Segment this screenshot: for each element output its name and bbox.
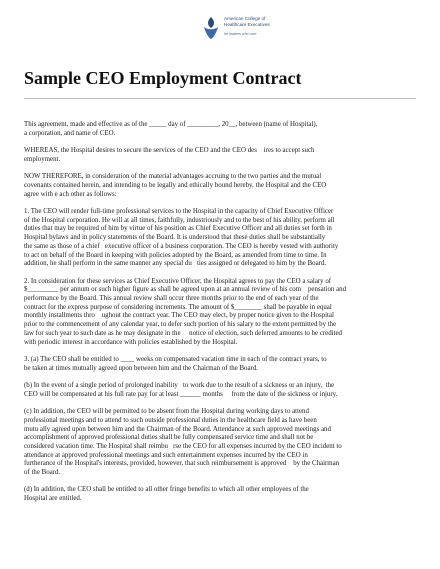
title-divider — [24, 98, 416, 99]
page-title: Sample CEO Employment Contract — [24, 68, 302, 88]
logo-line-1: American College of — [224, 16, 266, 21]
paragraph-section-3c: (c) In addition, the CEO will be permitted to be absent from the Hospital during working days to attend professional meetings and to attend to such outside professional duties in the healthcare field as have been mutu ally agreed upon between him and the Chairman of the Board. Attendance at such approved meetings and accomplishment of approved professional duties shall be fully compensated service time and shall not be considered vacation time. The Hospital shall reimbu rse the CEO for all expenses incurred by the CEO incident to attendance at approved professional meetings and such entertainment expenses incurred by the CEO in furtherance of the Hospital's interests, provided, however, that such reimbursement is approved by the Chairman of the Board. — [24, 408, 342, 477]
torch-logo-icon — [200, 15, 222, 41]
contract-body — [24, 121, 420, 513]
paragraph-now-therefore: NOW THEREFORE, in consideration of the material advantages accruing to the two parties and the mutual covenants contained herein, and intending to be legally and ethically bound hereby, the Hospital and the CEO agree with e ach other as follows: — [24, 173, 327, 198]
paragraph-section-3d: (d) In addition, the CEO shall be entitled to all other fringe benefits to which all other employees of the Hospital are entitled. — [24, 486, 309, 503]
paragraph-agreement: This agreement, made and effective as of the _____ day of _________, 20__, between (name of Hospital), a corporation, and name of CEO. — [24, 121, 318, 137]
organization-logo — [200, 12, 290, 54]
logo-line-2: Healthcare Executives — [224, 22, 270, 27]
paragraph-whereas: WHEREAS, the Hospital desires to secure the services of the CEO and the CEO des ires to accept such employment. — [24, 147, 315, 163]
paragraph-section-3b: (b) In the event of a single period of prolonged inability to work due to the result of a sickness or an injury, the CEO will be compensated at his full rate pay for at least ______ months from the date of the sickness or injury. — [24, 382, 338, 398]
logo-tagline: for leaders who care — [224, 32, 257, 36]
paragraph-section-1: 1. The CEO will render full-time professional services to the Hospital in the capacity of Chief Executive Officer of the Hospital corporation. He will at all times, faithfully, industriously and to the best of his ability, perform all duties that may be required of him by virtue of his position as Chief Executive Officer and all duties set forth in Hospital bylaws and in policy statements of the Board. It is understood that these duties shall be substantially the same as those of a chief executive officer of a business corporation. The CEO is hereby vested with authority to act on behalf of the Board in keeping with policies adopted by the Board, as amended from time to time. In addition, he shall perform in the same manner any special du ties assigned or delegated to him by the Board. — [24, 207, 339, 268]
paragraph-section-2: 2. In consideration for these services as Chief Executive Officer, the Hospital agrees to pay the CEO a salary of $_________ per annum or such higher figure as shall be agreed upon at an annual review of his com pensation and performance by the Board. This annual review shall occur three months prior to the end of each year of the contract for the express purpose of considering increments. The amount of $________ shall be payable in equal monthly installments thro ughout the contract year. The CEO may elect, by proper notice given to the Hospital prior to the commencement of any calendar year, to defer such portion of his salary to the extent permitted by the law for such year to such date as he may designate in the notice of election, such deferred amounts to be credited with periodic interest in accordance with policies established by the Hospital. — [24, 277, 347, 346]
paragraph-section-3a: 3. (a) The CEO shall be entitled to ____ weeks on compensated vacation time in each of the contract years, to be taken at times mutually agreed upon between him and the Chairman of the Board. — [24, 355, 327, 372]
